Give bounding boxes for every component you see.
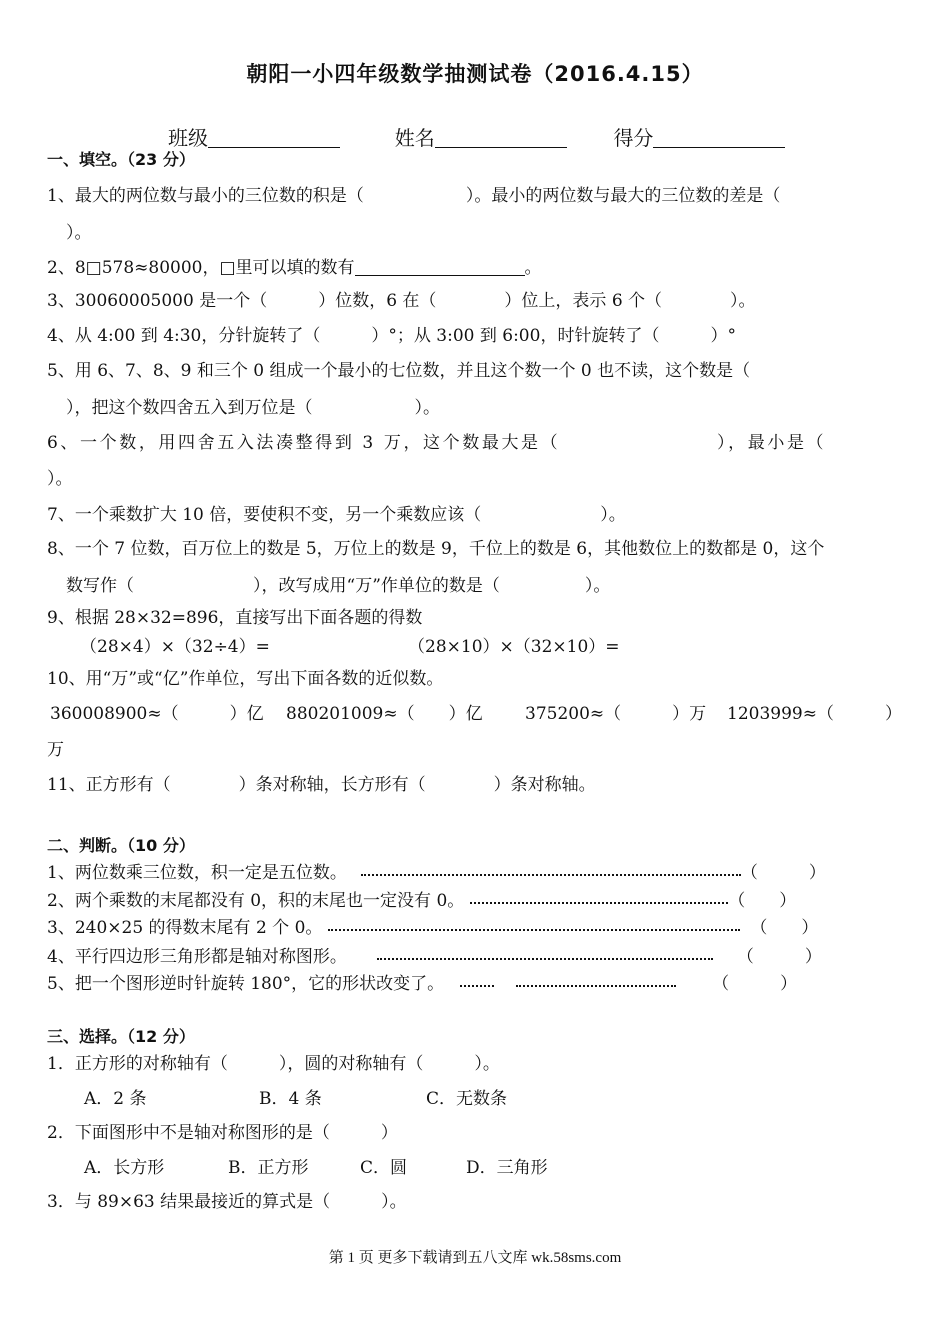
question-9: 9、根据 28×32=896，直接写出下面各题的得数 <box>47 608 423 628</box>
name-label: 姓名 <box>394 126 435 150</box>
choice-q2-option-b[interactable]: B．正方形 <box>228 1158 309 1178</box>
judge-item-3 <box>47 916 818 940</box>
question-5-line1: 5、用 6、7、8、9 和三个 0 组成一个最小的七位数，并且这个数一个 0 也不读，这个数是（ <box>47 361 751 381</box>
section1-heading: 一、填空。（23 分） <box>47 150 195 169</box>
leader-dots <box>516 973 676 987</box>
leader-dots <box>328 917 740 931</box>
question-5-line2: ），把这个数四舍五入到万位是（ ）。 <box>66 398 440 418</box>
choice-q2-option-d[interactable]: D．三角形 <box>466 1158 548 1178</box>
judge-item-5 <box>47 972 797 996</box>
question-10e: 万 <box>47 740 64 760</box>
judge-item-3-paren[interactable]: （ ） <box>750 918 819 938</box>
judge-item-2-text: 2、两个乘数的末尾都没有 0，积的末尾也一定没有 0。 <box>47 891 465 911</box>
question-2-text: 2、8□578≈80000，□里可以填的数有 <box>47 258 355 278</box>
question-9a: （28×4）×（32÷4）= <box>80 637 270 657</box>
judge-item-4 <box>47 945 822 969</box>
page-title: 朝阳一小四年级数学抽测试卷（2016.4.15） <box>246 62 704 86</box>
score-blank[interactable] <box>653 125 785 148</box>
question-9b: （28×10）×（32×10）= <box>408 637 620 657</box>
judge-item-4-paren[interactable]: （ ） <box>736 947 822 967</box>
choice-q1-option-c[interactable]: C．无数条 <box>426 1089 508 1109</box>
question-3: 3、30060005000 是一个（ ）位数，6 在（ ）位上，表示 6 个（ ）。 <box>47 291 756 311</box>
choice-q2-option-a[interactable]: A．长方形 <box>84 1158 165 1178</box>
judge-item-1 <box>47 861 826 885</box>
question-8-line2: 数写作（ ），改写成用“万”作单位的数是（ ）。 <box>66 576 611 596</box>
judge-item-1-text: 1、两位数乘三位数，积一定是五位数。 <box>47 863 347 883</box>
leader-dots <box>470 890 728 904</box>
question-2 <box>47 256 542 280</box>
section2-heading: 二、判断。（10 分） <box>47 836 195 855</box>
question-10b: 880201009≈（ ）亿 <box>286 704 483 724</box>
judge-item-1-paren[interactable]: （ ） <box>740 863 826 883</box>
question-2-blank[interactable] <box>355 257 525 276</box>
choice-q2-option-c[interactable]: C．圆 <box>360 1158 408 1178</box>
leader-dots <box>460 973 494 987</box>
judge-item-4-text: 4、平行四边形三角形都是轴对称图形。 <box>47 947 347 967</box>
question-6-line1: 6、一个数，用四舍五入法凑整得到 3 万，这个数最大是（ ），最小是（ <box>47 433 827 453</box>
question-1-line2: ）。 <box>66 223 92 243</box>
choice-question-3: 3．与 89×63 结果最接近的算式是（ ）。 <box>47 1192 407 1212</box>
judge-item-5-text: 5、把一个图形逆时针旋转 180°，它的形状改变了。 <box>47 974 445 994</box>
choice-question-1: 1．正方形的对称轴有（ ），圆的对称轴有（ ）。 <box>47 1054 500 1074</box>
question-2-end: 。 <box>524 258 542 278</box>
choice-q1-option-b[interactable]: B．4 条 <box>259 1089 322 1109</box>
section3-heading: 三、选择。（12 分） <box>47 1027 195 1046</box>
choice-q1-option-a[interactable]: A．2 条 <box>84 1089 147 1109</box>
page-footer: 第 1 页 更多下载请到五八文库 wk.58sms.com <box>328 1250 622 1266</box>
question-10c: 375200≈（ ）万 <box>525 704 707 724</box>
name-blank[interactable] <box>435 125 567 148</box>
question-7: 7、一个乘数扩大 10 倍，要使积不变，另一个乘数应该（ ）。 <box>47 505 626 525</box>
leader-dots <box>361 862 741 876</box>
judge-item-2 <box>47 889 796 913</box>
question-10d: 1203999≈（ ） <box>727 704 902 724</box>
question-8-line1: 8、一个 7 位数，百万位上的数是 5，万位上的数是 9，千位上的数是 6，其他数位上的数都是 0，这个 <box>47 539 825 559</box>
judge-item-5-paren[interactable]: （ ） <box>712 974 798 994</box>
leader-dots <box>377 946 713 960</box>
class-label: 班级 <box>168 126 208 150</box>
question-10: 10、用“万”或“亿”作单位，写出下面各数的近似数。 <box>47 669 444 689</box>
score-label: 得分 <box>613 126 654 150</box>
class-blank[interactable] <box>208 125 340 148</box>
student-info-row <box>168 122 785 151</box>
question-10a: 360008900≈（ ）亿 <box>50 704 264 724</box>
choice-question-2: 2．下面图形中不是轴对称图形的是（ ） <box>47 1123 398 1143</box>
question-6-line2: ）。 <box>47 469 73 489</box>
judge-item-2-paren[interactable]: （ ） <box>728 891 797 911</box>
judge-item-3-text: 3、240×25 的得数末尾有 2 个 0。 <box>47 918 323 938</box>
question-1-line1: 1、最大的两位数与最小的三位数的积是（ ）。最小的两位数与最大的三位数的差是（ <box>47 186 781 206</box>
question-4: 4、从 4:00 到 4:30，分针旋转了（ ）°；从 3:00 到 6:00，时针旋转了（ ）° <box>47 326 736 346</box>
question-11: 11、正方形有（ ）条对称轴，长方形有（ ）条对称轴。 <box>47 775 596 795</box>
